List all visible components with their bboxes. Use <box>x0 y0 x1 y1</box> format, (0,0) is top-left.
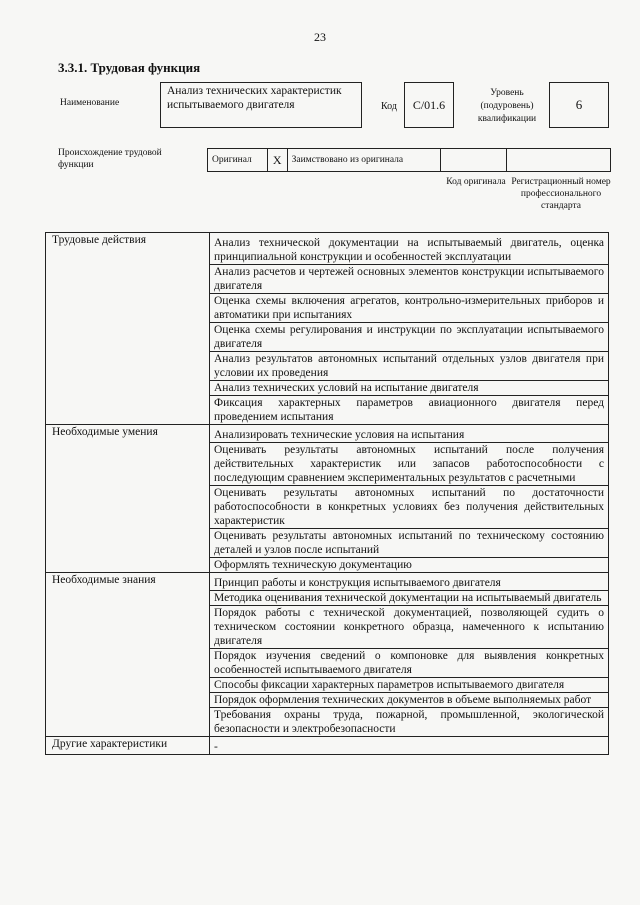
item-cell: Фиксация характерных параметров авиационного двигателя перед проведением испытания <box>210 396 609 425</box>
item-cell: Порядок изучения сведений о компоновке для выявления конкретных особенностей испытываемого двигателя <box>210 649 609 678</box>
code-label: Код <box>381 101 397 112</box>
item-cell: Порядок оформления технических документов в объеме выполняемых работ <box>210 693 609 708</box>
name-value-box: Анализ технических характеристик испытываемого двигателя <box>160 82 362 128</box>
item-cell: Методика оценивания технической документации на испытываемый двигатель <box>210 591 609 606</box>
item-cell: Анализ технических условий на испытание двигателя <box>210 381 609 396</box>
item-cell: Оценивать результаты автономных испытаний после получения действительных характеристик или запасов работоспособности с последующим сравнением экспериментальных результатов с расчетными <box>210 443 609 486</box>
category-cell: Необходимые умения <box>46 425 210 573</box>
table-row <box>46 425 609 443</box>
table-row <box>46 737 609 755</box>
name-label: Наименование <box>60 98 120 108</box>
item-cell: Способы фиксации характерных параметров испытываемого двигателя <box>210 678 609 693</box>
table-row <box>46 573 609 591</box>
item-cell: Оценивать результаты автономных испытаний по техническому состоянию деталей и узлов после испытаний <box>210 529 609 558</box>
origin-reg-cell <box>507 149 610 171</box>
item-cell: Оценивать результаты автономных испытаний по достаточности работоспособности в конкретных условиях без получения действительных характеристик <box>210 486 609 529</box>
category-cell: Трудовые действия <box>46 233 210 425</box>
item-cell: Оформлять техническую документацию <box>210 558 609 573</box>
origin-label: Происхождение трудовой функции <box>58 148 162 170</box>
table-row <box>46 233 609 265</box>
item-cell: Принцип работы и конструкция испытываемого двигателя <box>210 573 609 591</box>
item-cell: Анализ технической документации на испытываемый двигатель, оценка принципиальной конструкции и особенностей эксплуатации <box>210 233 609 265</box>
section-title: 3.3.1. Трудовая функция <box>58 60 201 75</box>
origin-mark: X <box>268 149 288 171</box>
item-cell: Анализ результатов автономных испытаний отдельных узлов двигателя при условии их проведения <box>210 352 609 381</box>
level-label: Уровень (подуровень) квалификации <box>477 88 537 124</box>
origin-row <box>207 148 611 172</box>
code-original-caption: Код оригинала <box>446 177 506 187</box>
category-cell: Необходимые знания <box>46 573 210 737</box>
origin-borrowed: Заимствовано из оригинала <box>288 149 441 171</box>
reg-number-caption: Регистрационный номер профессионального стандарта <box>511 177 611 211</box>
origin-original: Оригинал <box>208 149 268 171</box>
function-table <box>45 232 609 755</box>
origin-code-cell <box>441 149 507 171</box>
item-cell: Порядок работы с технической документацией, позволяющей судить о техническом состоянии конкретного образца, намеченного к испытанию двигателя <box>210 606 609 649</box>
item-cell: Требования охраны труда, пожарной, промышленной, экологической безопасности и электробезопасности <box>210 708 609 737</box>
item-cell: Оценка схемы включения агрегатов, контрольно-измерительных приборов и автоматики при испытаниях <box>210 294 609 323</box>
item-cell: - <box>210 737 609 755</box>
page-number: 23 <box>314 30 326 44</box>
code-value-box: C/01.6 <box>404 82 454 128</box>
item-cell: Оценка схемы регулирования и инструкции по эксплуатации испытываемого двигателя <box>210 323 609 352</box>
item-cell: Анализировать технические условия на испытания <box>210 425 609 443</box>
item-cell: Анализ расчетов и чертежей основных элементов конструкции испытываемого двигателя <box>210 265 609 294</box>
level-value-box: 6 <box>549 82 609 128</box>
category-cell: Другие характеристики <box>46 737 210 755</box>
